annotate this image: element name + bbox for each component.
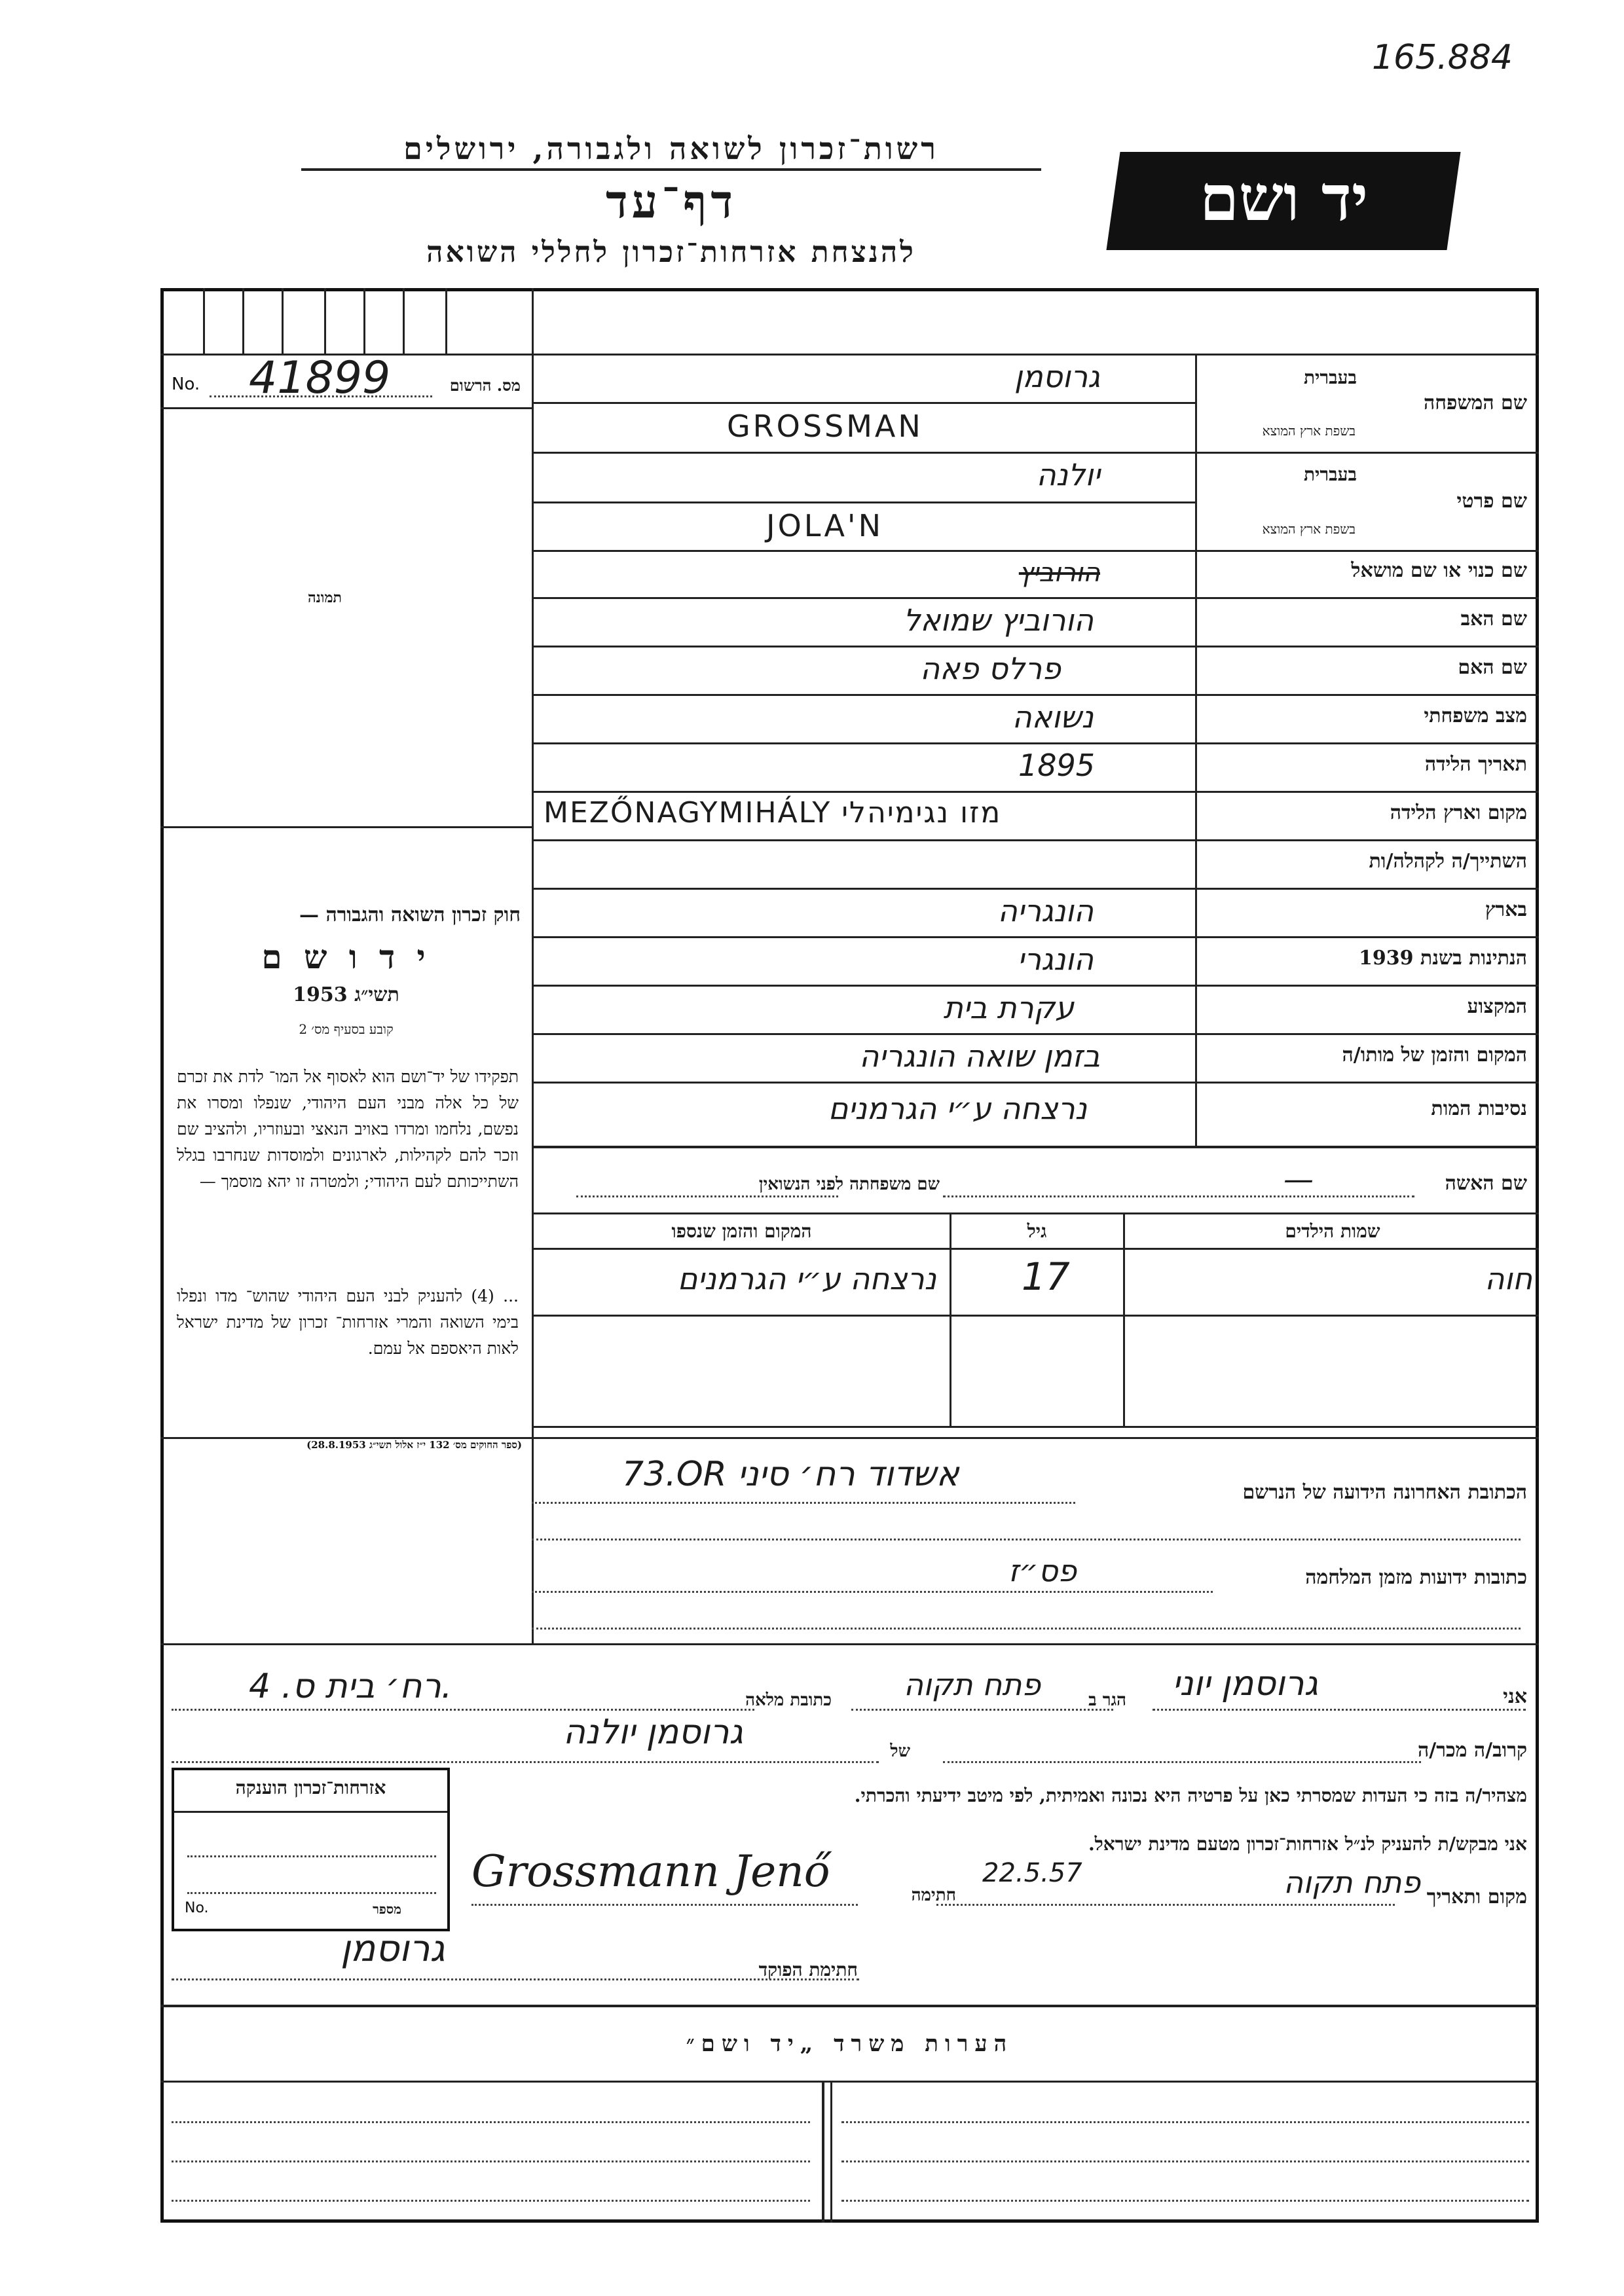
date-value: 22.5.57 bbox=[982, 1858, 1082, 1888]
law-text-2: ... (4) להעניק לבני העם היהודי שהוש־ מדו ונפלו בימי השואה והמרי אזרחות־ זכרון של מדינת ישראל לאות היאספם אל עמם. bbox=[177, 1286, 519, 1358]
citizenship-box-no: No. bbox=[185, 1900, 209, 1916]
law-title: חוק זכרון השואה והגבורה — bbox=[299, 903, 521, 926]
full-address-value: רח׳ בית ס. 4. bbox=[249, 1667, 452, 1706]
law-clause: קובע בסעיף מס׳ 2 bbox=[299, 1021, 394, 1037]
law-source: (ספר החוקים מס׳ 132 י״ז אלול תשי״ג 28.8.1953) bbox=[306, 1439, 522, 1451]
last-address-label: הכתובת האחרונה הידועה של הנרשם bbox=[1242, 1481, 1527, 1504]
place-date-value: פתח תקוה bbox=[1283, 1865, 1421, 1900]
declaration-text: מצהיר/ה בזה כי העדות שמסרתי כאן על פרטיה היא נכונה ואמיתית, לפי מיטב ידיעתי והכרתי. bbox=[854, 1785, 1527, 1806]
photo-label: תמונה bbox=[308, 589, 342, 606]
signature-value: Grossmann Jenő bbox=[471, 1846, 830, 1897]
death-circ-value: נרצחה ע״י הגרמנים bbox=[828, 1091, 1087, 1126]
first-name-origin: JOLA'N bbox=[766, 508, 883, 543]
birth-place-value: MEZŐNAGYMIHÁLY מזו נגימיהלי bbox=[544, 796, 1002, 829]
child-place: נרצחה ע״י הגרמנים bbox=[677, 1261, 936, 1296]
citizenship-granted-box bbox=[172, 1768, 450, 1931]
first-name-hebrew: יולנה bbox=[1036, 457, 1100, 492]
citizenship-box-number-label: מספר bbox=[373, 1901, 401, 1917]
profession-value: עקרת בית bbox=[943, 990, 1074, 1025]
birth-date-value: 1895 bbox=[1018, 748, 1096, 783]
family-hebrew-label: בעברית bbox=[1303, 367, 1357, 388]
logo-text: יד ושם bbox=[1200, 161, 1369, 235]
citizenship-box-title: אזרחות־זכרון הוענקה bbox=[235, 1777, 386, 1798]
first-name-label: שם פרטי bbox=[1456, 490, 1527, 513]
law-name: י ד ו ש ם bbox=[261, 938, 431, 976]
father-label: שם האב bbox=[1460, 608, 1527, 630]
official-signature-label: חתימת הפוקד bbox=[758, 1959, 858, 1980]
ani-value: גרוסמן יוני bbox=[1172, 1664, 1318, 1704]
birth-date-label: תאריך הלידה bbox=[1424, 753, 1527, 776]
death-circ-label: נסיבות המות bbox=[1431, 1097, 1527, 1120]
family-origin-label: בשפת ארץ המוצא bbox=[1262, 423, 1356, 439]
child-name: חוה bbox=[1485, 1261, 1532, 1296]
death-place-label: המקום והזמן של מותו/ה bbox=[1342, 1044, 1527, 1066]
form-subtitle: להנצחת אזרחות־זכרון לחללי השואה bbox=[426, 236, 916, 269]
war-address-value: פס״ז bbox=[1008, 1553, 1077, 1588]
birth-place-label: מקום וארץ הלידה bbox=[1390, 801, 1527, 824]
country-value: הונגריה bbox=[997, 893, 1094, 928]
yad-vashem-logo bbox=[1106, 152, 1460, 250]
family-name-hebrew: גרוסמן bbox=[1014, 359, 1100, 394]
place-date-label: מקום ותאריך bbox=[1426, 1886, 1527, 1908]
authority-title: רשות־זכרון לשואה ולגבורה, ירושלים bbox=[403, 131, 939, 166]
children-place-header: המקום והזמן שנספו bbox=[671, 1220, 812, 1242]
law-text: תפקידו של יד־ושם הוא לאסוף אל המו־ לדת את זכרם של כל אלה מבני העם היהודי, שנפלו ומסרו את נפשם, נלחמו ומרדו באויב הנאצי ובעוזריו, ולהציב שם וזכר להם לקהילות, לארגונים ולמוסדות שנחרבו בגלל השתייכותם לעם היהודי; ולמטרה זו יהא מוסמך — bbox=[177, 1067, 519, 1191]
official-signature-value: גרוסמן bbox=[341, 1927, 445, 1970]
family-name-origin: GROSSMAN bbox=[727, 409, 923, 444]
ani-label: אני bbox=[1503, 1685, 1527, 1708]
child-age: 17 bbox=[1022, 1254, 1070, 1299]
nickname-value: הורוביץ bbox=[1018, 558, 1100, 588]
profession-label: המקצוע bbox=[1467, 995, 1527, 1018]
law-year: תשי״ג 1953 bbox=[293, 983, 399, 1006]
wife-maiden-label: שם משפחתה לפני הנשואין bbox=[758, 1175, 940, 1194]
community-label: השתייך/ה לקהלה/ות bbox=[1369, 850, 1527, 873]
war-address-label: כתובות ידועות מזמן המלחמה bbox=[1305, 1566, 1527, 1589]
first-origin-label: בשפת ארץ המוצא bbox=[1262, 521, 1356, 537]
father-value: הורוביץ שמואל bbox=[903, 602, 1094, 638]
request-text: אני מבקש/ת להעניק לנ״ל אזרחות־זכרון מטעם מדינת ישראל. bbox=[1088, 1833, 1527, 1855]
signature-label: חתימה bbox=[911, 1886, 956, 1905]
remarks-title: הערות משרד „יד ושם״ bbox=[686, 2031, 1014, 2057]
resides-value: פתח תקוה bbox=[904, 1667, 1041, 1702]
registration-label: מס. הרשום bbox=[449, 376, 521, 395]
last-address-value: 73.OR אשדוד רח׳ סיני bbox=[622, 1455, 959, 1494]
children-age-header: גיל bbox=[1027, 1220, 1047, 1242]
citizenship-label: הנתינות בשנת 1939 bbox=[1358, 947, 1527, 970]
wife-label: שם האשה bbox=[1445, 1172, 1527, 1195]
death-place-value: בזמן שואה הונגריה bbox=[859, 1038, 1100, 1074]
citizenship-value: הונגרי bbox=[1017, 941, 1094, 977]
children-names-header: שמות הילדים bbox=[1285, 1220, 1380, 1242]
form-title: דף־עד bbox=[605, 174, 737, 228]
relative-label: קרוב/ה מכר/ה bbox=[1418, 1739, 1527, 1762]
of-label: של bbox=[890, 1741, 910, 1761]
country-label: בארץ bbox=[1485, 898, 1527, 921]
marital-label: מצב משפחתי bbox=[1424, 704, 1527, 727]
resides-label: הגר ב bbox=[1088, 1690, 1126, 1710]
registration-value: 41899 bbox=[249, 352, 391, 404]
first-hebrew-label: בעברית bbox=[1303, 464, 1357, 485]
mother-value: פרלס פאה bbox=[920, 651, 1061, 686]
marital-value: נשואה bbox=[1012, 699, 1094, 735]
registration-no-label: No. bbox=[172, 374, 200, 394]
wife-value: — bbox=[1283, 1161, 1314, 1197]
family-name-label: שם המשפחה bbox=[1423, 392, 1527, 414]
archive-number: 165.884 bbox=[1371, 38, 1513, 77]
of-value: גרוסמן יולנה bbox=[563, 1713, 743, 1752]
full-address-label: כתובת מלאה bbox=[745, 1690, 832, 1710]
nickname-label: שם כנוי או שם מושאל bbox=[1351, 559, 1527, 582]
mother-label: שם האם bbox=[1458, 656, 1527, 679]
